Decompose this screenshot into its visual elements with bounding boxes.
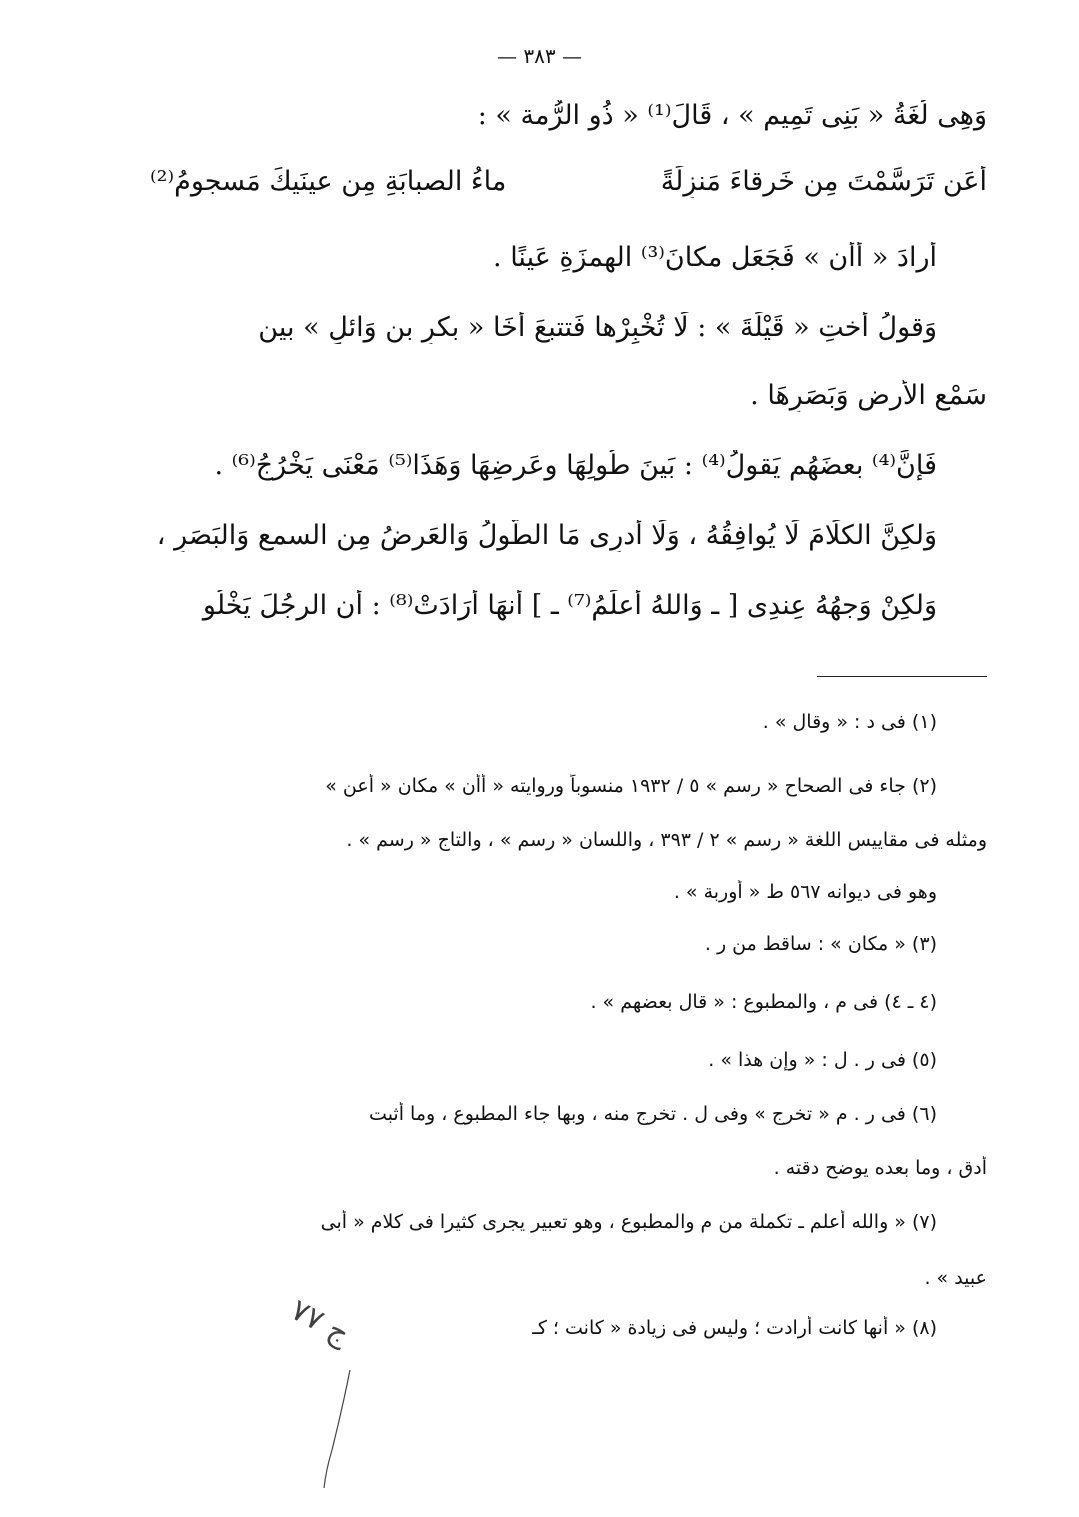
footnote-7-cont: عبيد » . <box>924 1267 987 1289</box>
footnote-7: (٧) « والله أعلم ـ تكملة من م والمطبوع ، وهو تعبير يجرى كثيرا فى كلام « أبى <box>320 1211 937 1233</box>
verse-first-hemistich: أَعَن تَرَسَّمْتَ مِن خَرقاءَ مَنزِلَةً <box>660 166 987 197</box>
body-line-7: وَلكِنَّ الكلَامَ لَا يُوافِقُهُ ، وَلَا أَدرِى مَا الطُّولُ وَالعَرضُ مِن السمعِ وَالبَصَرِ ، <box>156 520 937 551</box>
pen-stroke-mark <box>320 1370 360 1490</box>
footnote-6-cont: أدق ، وما بعده يوضح دقته . <box>773 1157 987 1179</box>
body-line-4: وَقولُ أُختِ « قَيْلَةَ » : لَا تُخْبِرْها فَتتبعَ أخَا « بكرِ بن وَائلٍ » بين <box>258 312 937 343</box>
body-line-8: وَلكِنْ وَجهُهُ عِندِى [ ـ وَاللهُ أَعلَمُ⁽⁷⁾ ـ ] أَنهَا أَرَادَتْ⁽⁸⁾ : أَن الرجُلَ يَخْلُو <box>202 590 937 621</box>
body-line-5: سَمْعِ الأَرضِ وَبَصَرِهَا . <box>750 380 987 411</box>
footnote-1: (١) فى د : « وقال » . <box>762 711 937 733</box>
page-number: — ٣٨٣ — <box>497 44 582 68</box>
poetry-verse <box>150 166 987 198</box>
body-line-3: أَرادَ « أَأَن » فَجَعَل مكانَ⁽³⁾ الهمزَةِ عَينًا . <box>493 242 937 273</box>
footnote-3: (٣) « مكان » : ساقط من ر . <box>704 933 937 955</box>
verse-second-hemistich: ماءُ الصبابَةِ مِن عينَيكَ مَسجومُ⁽²⁾ <box>150 166 507 197</box>
footnote-2: (٢) جاء فى الصحاح « رسم » ٥ / ١٩٣٢ منسوباً وروايته « أأن » مكان « أعن » <box>325 775 937 797</box>
body-line-6: فَإِنَّ⁽⁴⁾ بعضَهُم يَقولُ⁽⁴⁾ : بَينَ طُولِهَا وعَرضِهَا وَهَذَا⁽⁵⁾ مَعْنَى يَخْرُجُ⁽⁶⁾ . <box>214 450 937 481</box>
footnote-2-cont: ومثله فى مقاييس اللغة « رسم » ٢ / ٣٩٣ ، واللسان « رسم » ، والتاج « رسم » . <box>346 829 987 851</box>
handwritten-note: ج ٧٧ <box>284 1292 356 1352</box>
footnote-8: (٨) « أنها كانت أرادت ؛ وليس فى زيادة « كانت ؛ كـ <box>532 1317 937 1339</box>
footnote-2-cont2: وهو فى ديوانه ٥٦٧ ط « أوربة » . <box>673 881 937 903</box>
footnote-6: (٦) فى ر . م « تخرج » وفى ل . تخرج منه ، وبها جاء المطبوع ، وما أثبت <box>369 1103 937 1125</box>
footnote-4: (٤ ـ ٤) فى م ، والمطبوع : « قال بعضهم » . <box>590 991 937 1013</box>
footnote-5: (٥) فى ر . ل : « وإن هذا » . <box>708 1049 937 1071</box>
footnote-divider <box>817 676 987 677</box>
body-line-1: وَهِى لُغَةُ « بَنِى تَمِيم » ، قَالَ⁽¹⁾ « ذُو الرُّمة » : <box>477 100 987 131</box>
